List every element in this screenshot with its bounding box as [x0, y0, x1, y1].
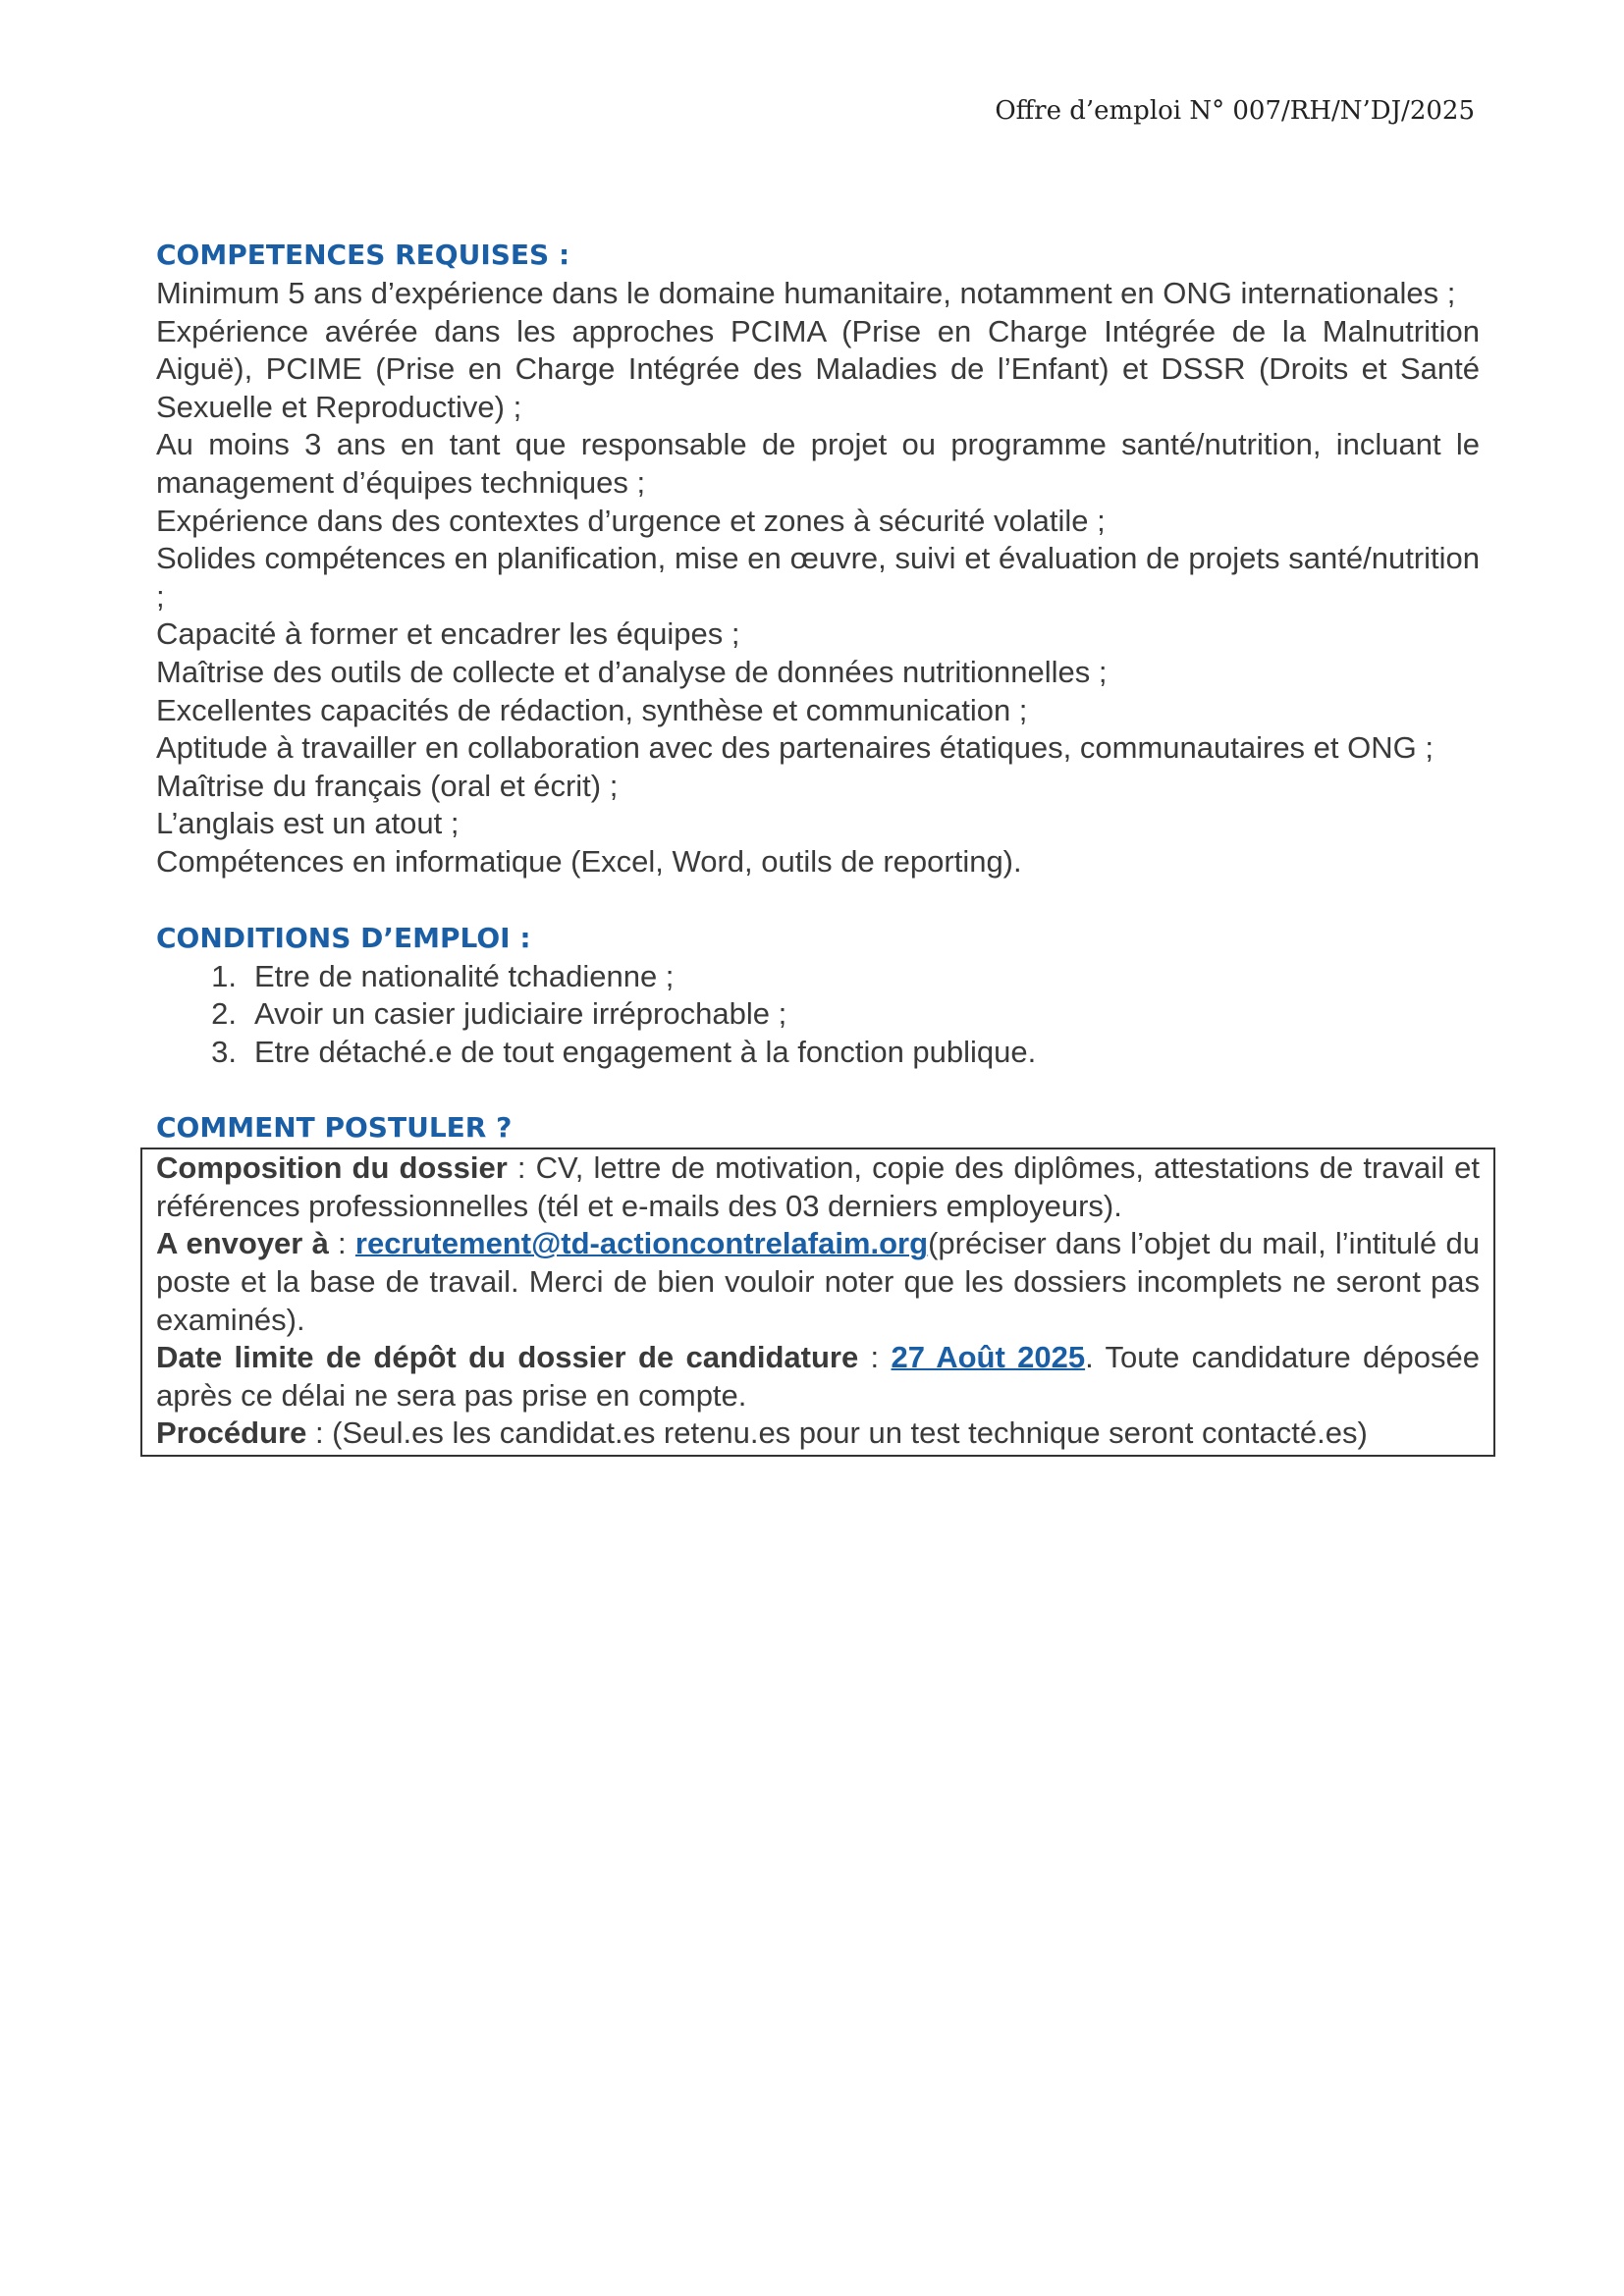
deadline — [156, 1339, 1480, 1415]
condition-item — [156, 995, 1480, 1034]
send-to — [156, 1225, 1480, 1339]
condition-text: Etre de nationalité tchadienne ; — [254, 958, 675, 993]
dossier-label: Composition du dossier — [156, 1150, 508, 1186]
condition-item — [156, 1034, 1480, 1072]
competence-item: Expérience avérée dans les approches PCIMA (Prise en Charge Intégrée de la Malnutrition Aiguë), PCIME (Prise en Charge Intégrée des Maladies de l’Enfant) et DSSR (Droits et Santé Sexuelle et Reproductive) ; — [156, 313, 1480, 424]
dossier-text: : CV, lettre de motivation, copie des diplômes, attestations de travail et références professionnelles (tél et e-mails des 03 derniers employeurs). — [156, 1150, 1480, 1223]
job-offer-reference: Offre d’emploi N° 007/RH/N’DJ/2025 — [995, 96, 1475, 126]
condition-text: Avoir un casier judiciaire irréprochable ; — [254, 996, 787, 1032]
competences-list — [156, 275, 1480, 881]
competences-title: COMPETENCES REQUISES : — [156, 239, 570, 271]
application-instructions-box — [140, 1148, 1495, 1457]
condition-text: Etre détaché.e de tout engagement à la fonction publique. — [254, 1034, 1037, 1069]
send-to-text: (préciser dans l’objet du mail, l’intitulé du poste et la base de travail. Merci de bien vouloir noter que les dossiers incomplets ne seront pas examinés). — [156, 1226, 1480, 1337]
section-spacer — [156, 1071, 1480, 1108]
competence-item: Excellentes capacités de rédaction, synthèse et communication ; — [156, 692, 1028, 727]
deadline-text: . Toute candidature déposée après ce délai ne sera pas prise en compte. — [156, 1340, 1480, 1413]
recruitment-email-link[interactable]: recrutement@td-actioncontrelafaim.org — [354, 1226, 929, 1261]
dossier-composition — [156, 1149, 1480, 1225]
condition-number: 2. — [211, 996, 237, 1032]
competence-item: Maîtrise du français (oral et écrit) ; — [156, 768, 619, 803]
procedure-label: Procédure — [156, 1415, 307, 1451]
deadline-date: 27 Août 2025 — [891, 1340, 1086, 1375]
competence-item: Compétences en informatique (Excel, Word, outils de reporting). — [156, 843, 1022, 879]
competence-item: Maîtrise des outils de collecte et d’analyse de données nutritionnelles ; — [156, 654, 1108, 689]
competence-item: Solides compétences en planification, mise en œuvre, suivi et évaluation de projets santé/nutrition ; — [156, 541, 1480, 614]
competence-item: Minimum 5 ans d’expérience dans le domaine humanitaire, notamment en ONG internationales ; — [156, 276, 1456, 310]
send-to-label: A envoyer à — [156, 1226, 329, 1261]
deadline-separator: : — [858, 1340, 892, 1375]
deadline-label: Date limite de dépôt du dossier de candidature — [156, 1340, 859, 1375]
conditions-list — [156, 958, 1480, 1072]
competence-item: L’anglais est un atout ; — [156, 806, 460, 841]
procedure-text: : (Seul.es les candidat.es retenu.es pour un test technique seront contacté.es) — [306, 1415, 1368, 1451]
competence-item: Au moins 3 ans en tant que responsable de projet ou programme santé/nutrition, incluant le management d’équipes techniques ; — [156, 427, 1480, 500]
condition-number: 1. — [211, 958, 237, 993]
procedure — [156, 1415, 1480, 1453]
conditions-title: CONDITIONS D’EMPLOI : — [156, 921, 531, 954]
competence-item: Aptitude à travailler en collaboration avec des partenaires étatiques, communautaires et ONG ; — [156, 730, 1434, 766]
section-spacer — [156, 881, 1480, 919]
document-body — [156, 236, 1480, 1457]
condition-item — [156, 958, 1480, 996]
send-to-separator: : — [328, 1226, 355, 1261]
competence-item: Expérience dans des contextes d’urgence et zones à sécurité volatile ; — [156, 503, 1106, 538]
competence-item: Capacité à former et encadrer les équipes ; — [156, 616, 740, 652]
condition-number: 3. — [211, 1034, 237, 1069]
postuler-title: COMMENT POSTULER ? — [156, 1111, 513, 1145]
